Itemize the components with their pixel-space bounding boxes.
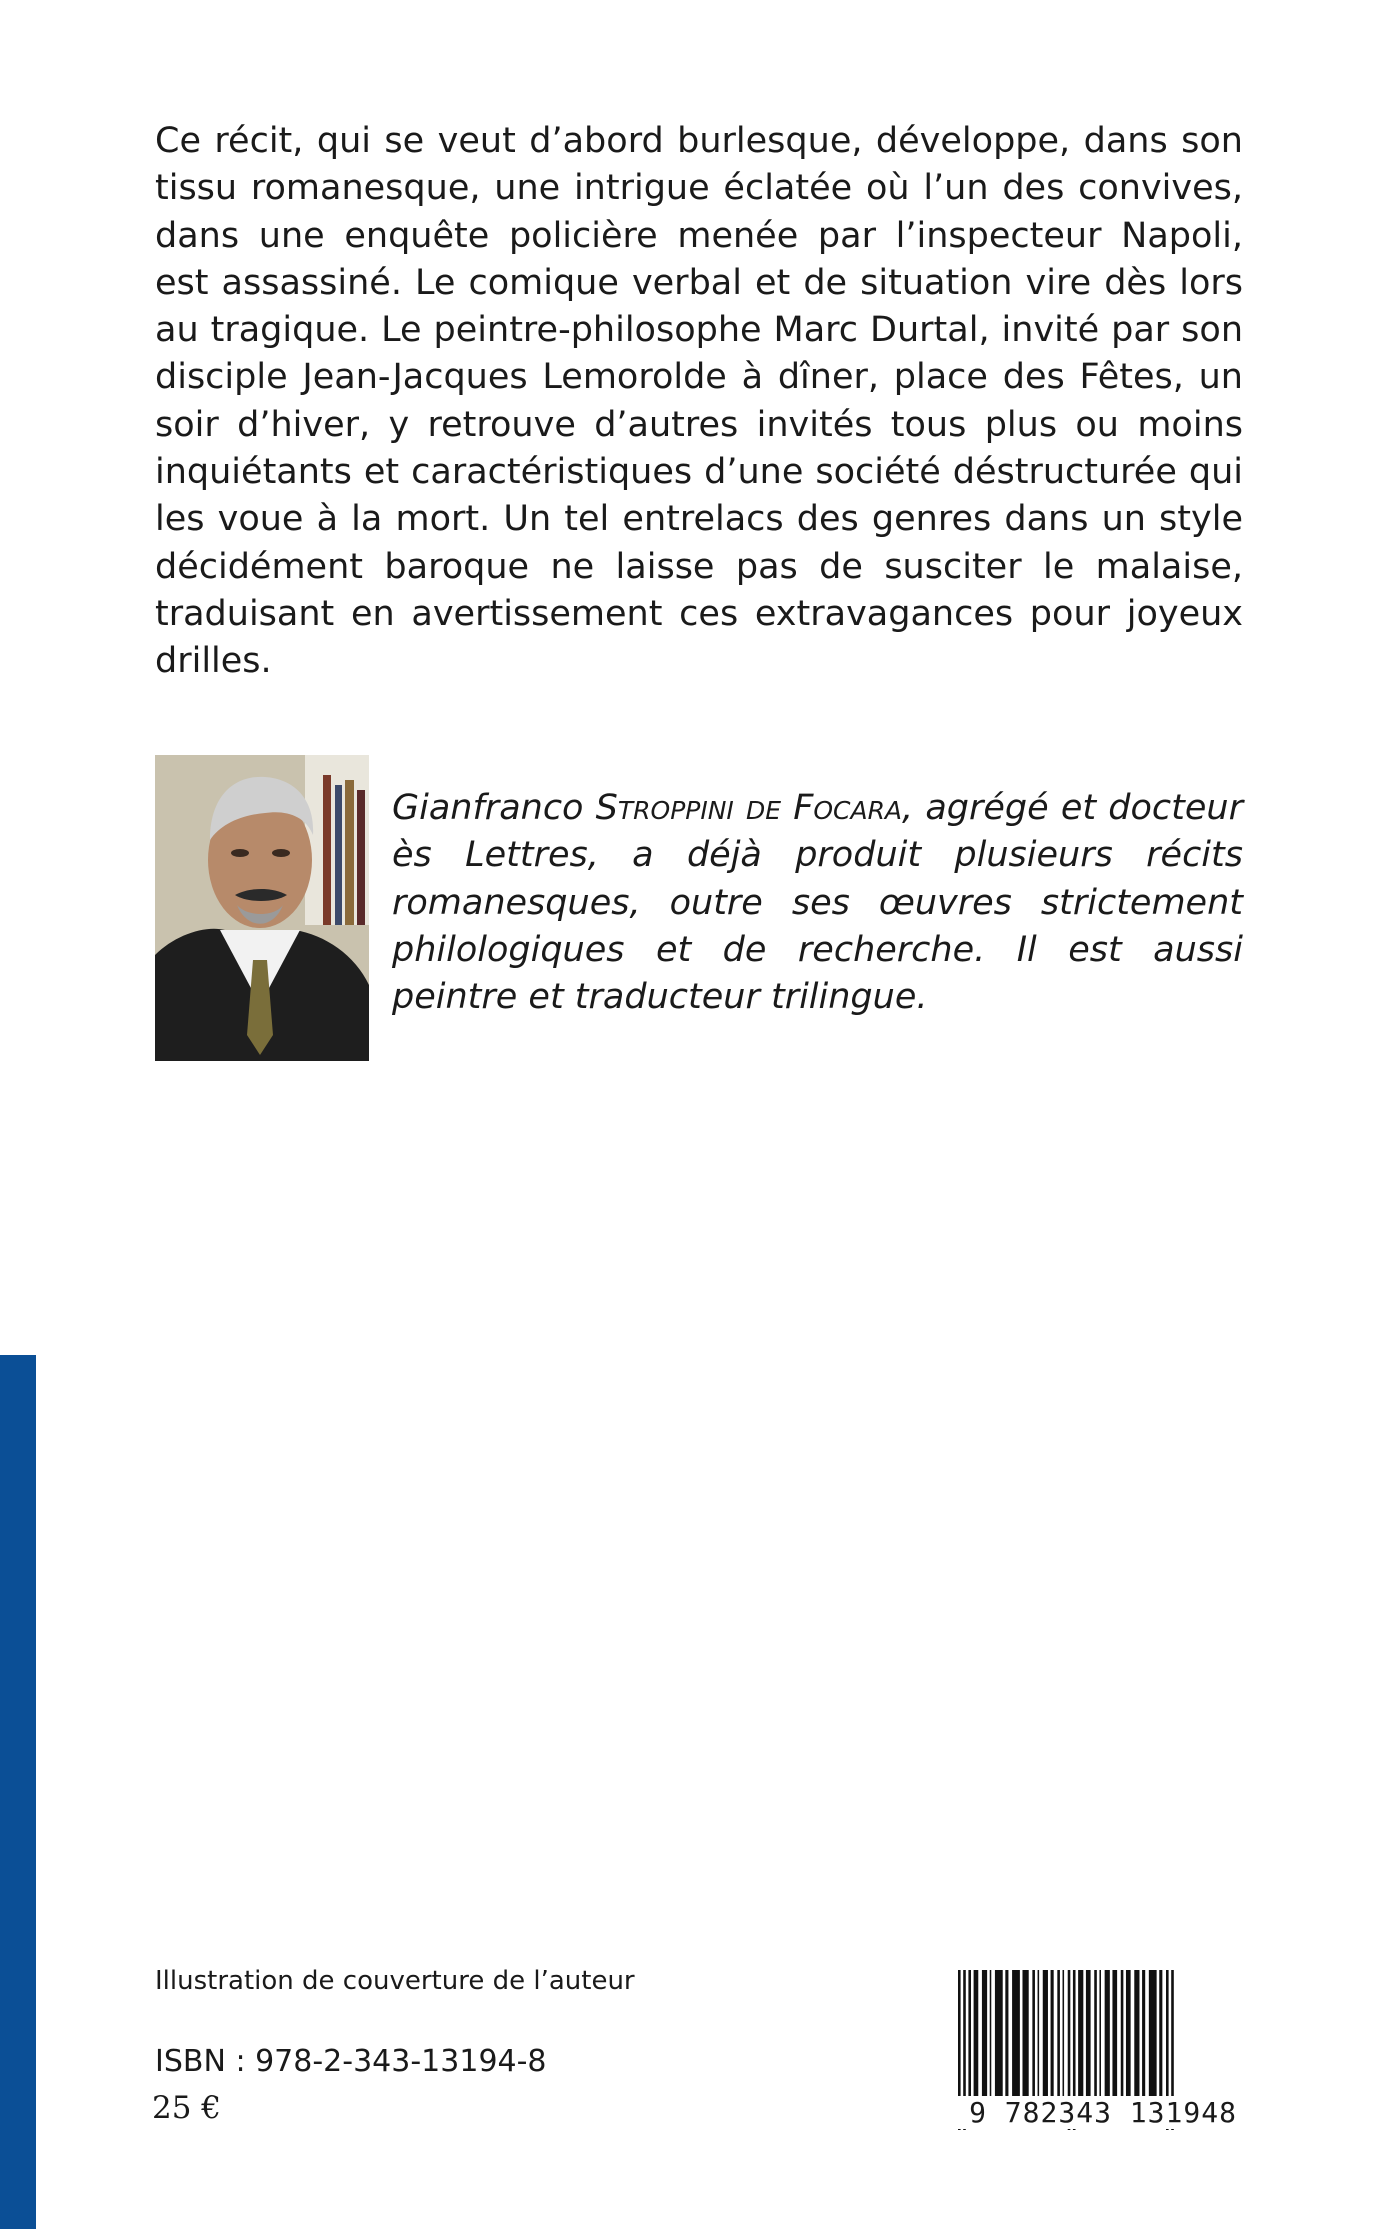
- barcode-bar: [1105, 1970, 1110, 2098]
- barcode-bar: [1005, 1970, 1008, 2098]
- author-bio: [392, 785, 1243, 1021]
- author-bio-text: , agrégé et docteur ès Lettres, a déjà produit plusieurs récits romanesques, outre ses œuvres strictement philologiques et de recherche. Il est aussi peintre et traducteur trilingue.: [392, 788, 1243, 1018]
- author-first-name: Gianfranco: [392, 788, 584, 828]
- barcode-bar: [1022, 1970, 1028, 2098]
- author-last-name: Stroppini de Focara: [595, 788, 903, 828]
- barcode-bar: [1086, 1970, 1091, 2098]
- barcode-bar: [1149, 1970, 1157, 2098]
- barcode-bar: [982, 1970, 987, 2098]
- barcode-bar: [1043, 1970, 1048, 2098]
- barcode-bar: [995, 1970, 1003, 2098]
- barcode-bar: [968, 1970, 971, 2098]
- barcode-bar: [1126, 1970, 1131, 2098]
- barcode-bar: [1094, 1970, 1097, 2098]
- barcode-bar: [1038, 1970, 1040, 2098]
- barcode-bar: [1134, 1970, 1139, 2098]
- barcode-bar: [1142, 1970, 1145, 2098]
- barcode-bar: [974, 1970, 979, 2098]
- barcode-bar: [1063, 1970, 1065, 2098]
- barcode-bar: [1051, 1970, 1054, 2098]
- isbn-text: ISBN : 978-2-343-13194-8: [155, 2044, 547, 2079]
- barcode-bar: [1112, 1970, 1117, 2098]
- barcode-bar: [1121, 1970, 1124, 2098]
- price-text: 25 €: [152, 2090, 222, 2126]
- barcode-bar: [1032, 1970, 1035, 2098]
- barcode-bar: [1159, 1970, 1162, 2098]
- barcode-bar: [990, 1970, 992, 2098]
- barcode-bar: [1012, 1970, 1020, 2098]
- illustration-credit: Illustration de couverture de l’auteur: [155, 1966, 635, 1996]
- barcode-digits: 9 782343 131948: [958, 2096, 1248, 2129]
- barcode-bar: [1099, 1970, 1101, 2098]
- barcode-bar: [1078, 1970, 1083, 2098]
- synopsis-text: Ce récit, qui se veut d’abord burlesque, développe, dans son tissu romanesque, une intrigue éclatée où l’un des convives, dans une enquête policière menée par l’inspecteur Napoli, est assassiné. Le comique verbal et de situation vire dès lors au tragique. Le peintre-philosophe Marc Durtal, invité par son disciple Jean-Jacques Lemorolde à dîner, place des Fêtes, un soir d’hiver, y retrouve d’autres invités tous plus ou moins inquiétants et caractéristiques d’une société déstructurée qui les voue à la mort. Un tel entrelacs des genres dans un style décidément baroque ne laisse pas de susciter le malaise, traduisant en avertissement ces extravagances pour joyeux drilles.: [155, 121, 1243, 682]
- blue-spine-bar: [0, 1355, 36, 2229]
- barcode-bar: [1057, 1970, 1060, 2098]
- author-photo: [155, 755, 369, 1061]
